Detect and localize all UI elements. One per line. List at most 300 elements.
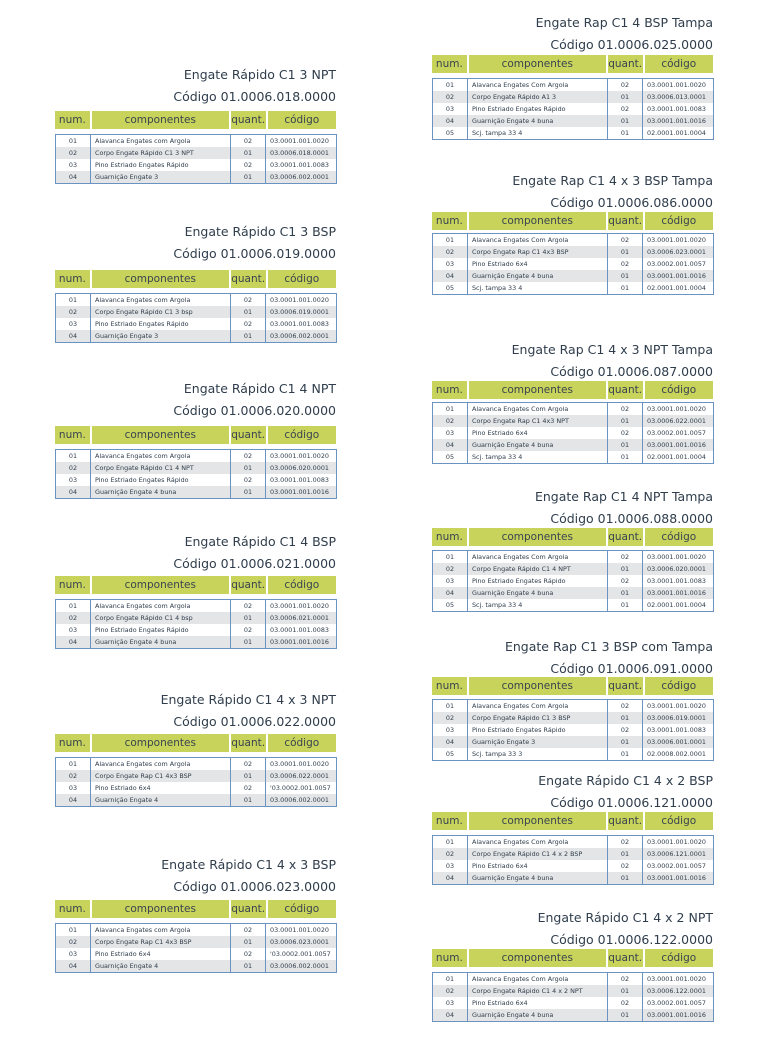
row-component: Corpo Engate Rápido C1 4 bsp xyxy=(91,612,231,624)
table-row xyxy=(56,612,337,624)
table-row xyxy=(433,127,714,140)
row-num: 02 xyxy=(433,985,468,997)
header-quant: quant. xyxy=(608,55,643,73)
row-component: Guarnição Engate 4 buna xyxy=(91,486,231,499)
row-code: 03.0001.001.0020 xyxy=(266,758,337,771)
row-code: 02.0001.001.0004 xyxy=(643,599,714,612)
table-row xyxy=(56,330,337,343)
header-codigo: código xyxy=(268,111,337,129)
table-row xyxy=(433,748,714,761)
row-code: 03.0001.001.0020 xyxy=(266,294,337,307)
header-codigo: código xyxy=(645,55,714,73)
table-row xyxy=(433,103,714,115)
header-quant: quant. xyxy=(231,576,266,594)
row-component: Scj. tampa 33 4 xyxy=(468,599,608,612)
table-row xyxy=(56,135,337,148)
header-num: num. xyxy=(432,381,467,399)
row-code: 03.0001.001.0020 xyxy=(643,700,714,713)
row-component: Guarnição Engate 4 buna xyxy=(468,587,608,599)
row-component: Corpo Engate Rápido C1 3 NPT xyxy=(91,147,231,159)
table-header xyxy=(55,426,336,444)
header-componentes: componentes xyxy=(92,734,229,752)
row-num: 04 xyxy=(56,960,91,973)
table-row xyxy=(56,294,337,307)
table-row xyxy=(433,724,714,736)
row-code: 03.0006.021.0001 xyxy=(266,612,337,624)
row-num: 04 xyxy=(433,587,468,599)
row-quantity: 02 xyxy=(608,79,643,92)
table-header xyxy=(55,111,336,129)
table-row xyxy=(433,575,714,587)
table-row xyxy=(433,599,714,612)
table-header xyxy=(432,812,713,830)
row-num: 02 xyxy=(433,848,468,860)
parts-table xyxy=(55,599,337,649)
table-row xyxy=(56,600,337,613)
row-code: 03.0001.001.0020 xyxy=(643,973,714,986)
header-quant: quant. xyxy=(231,900,266,918)
parts-table xyxy=(432,233,714,295)
header-componentes: componentes xyxy=(92,426,229,444)
row-component: Pino Estriado Engates Rápido xyxy=(468,575,608,587)
header-componentes: componentes xyxy=(469,677,606,695)
table-row xyxy=(433,1009,714,1022)
row-code: 03.0006.020.0001 xyxy=(266,462,337,474)
row-quantity: 01 xyxy=(608,439,643,451)
table-row xyxy=(433,415,714,427)
header-codigo: código xyxy=(268,270,337,288)
header-quant: quant. xyxy=(608,677,643,695)
row-component: Alavanca Engates com Argola xyxy=(91,450,231,463)
row-component: Guarnição Engate 4 xyxy=(91,794,231,807)
row-quantity: 02 xyxy=(608,427,643,439)
header-componentes: componentes xyxy=(469,55,606,73)
row-quantity: 02 xyxy=(608,724,643,736)
table-row xyxy=(56,636,337,649)
table-row xyxy=(56,794,337,807)
row-quantity: 01 xyxy=(608,415,643,427)
row-quantity: 01 xyxy=(608,985,643,997)
row-quantity: 01 xyxy=(231,936,266,948)
row-component: Pino Estriado 6x4 xyxy=(91,948,231,960)
table-row xyxy=(433,997,714,1009)
table-row xyxy=(433,736,714,748)
row-num: 03 xyxy=(68,950,78,958)
row-component: Guarnição Engate 3 xyxy=(468,736,608,748)
product-title: Engate Rápido C1 4 NPT xyxy=(183,381,336,396)
header-componentes: componentes xyxy=(469,812,606,830)
table-header xyxy=(432,212,713,230)
parts-table xyxy=(55,293,337,343)
row-component: Corpo Engate Rap C1 4x3 BSP xyxy=(91,770,231,782)
row-code: 03.0001.001.0016 xyxy=(643,1009,714,1022)
parts-table xyxy=(55,449,337,499)
row-quantity: 02 xyxy=(231,782,266,794)
row-code: 03.0001.001.0016 xyxy=(643,439,714,451)
header-codigo: código xyxy=(268,576,337,594)
row-code: 03.0006.002.0001 xyxy=(266,171,337,184)
row-quantity: 02 xyxy=(231,924,266,937)
product-code: Código 01.0006.025.0000 xyxy=(550,37,713,52)
row-code: 03.0006.018.0001 xyxy=(266,147,337,159)
row-component: Alavanca Engates Com Argola xyxy=(468,234,608,247)
row-code: 03.0006.002.0001 xyxy=(266,794,337,807)
row-code: 03.0006.122.0001 xyxy=(643,985,714,997)
table-row xyxy=(433,115,714,127)
row-num: 03 xyxy=(68,320,78,328)
header-num: num. xyxy=(432,677,467,695)
product-code: Código 01.0006.087.0000 xyxy=(550,364,713,379)
table-row xyxy=(433,848,714,860)
row-code: 03.0001.001.0016 xyxy=(643,270,714,282)
table-row xyxy=(56,782,337,794)
product-code: Código 01.0006.086.0000 xyxy=(550,195,713,210)
product-code: Código 01.0006.018.0000 xyxy=(173,89,336,104)
row-component: Pino Estriado 6x4 xyxy=(468,997,608,1009)
header-componentes: componentes xyxy=(469,949,606,967)
row-component: Pino Estriado 6x4 xyxy=(468,860,608,872)
product-title: Engate Rap C1 4 x 3 NPT Tampa xyxy=(511,342,713,357)
row-num: 03 xyxy=(445,726,455,734)
header-num: num. xyxy=(432,949,467,967)
row-component: Corpo Engate Rápido C1 3 bsp xyxy=(91,306,231,318)
row-code: 03.0006.013.0001 xyxy=(643,91,714,103)
row-code: 02.0001.001.0004 xyxy=(643,127,714,140)
header-quant: quant. xyxy=(608,812,643,830)
row-component: Guarnição Engate 4 xyxy=(91,960,231,973)
header-quant: quant. xyxy=(608,949,643,967)
header-quant: quant. xyxy=(231,111,266,129)
table-row xyxy=(56,147,337,159)
row-quantity: 02 xyxy=(231,474,266,486)
header-quant: quant. xyxy=(231,734,266,752)
row-num: 02 xyxy=(433,415,468,427)
row-code: 03.0001.001.0083 xyxy=(643,724,714,736)
product-code: Código 01.0006.088.0000 xyxy=(550,511,713,526)
row-quantity: 01 xyxy=(231,330,266,343)
row-num: 03 xyxy=(445,429,455,437)
table-header xyxy=(432,528,713,546)
row-code: 03.0001.001.0016 xyxy=(643,115,714,127)
row-component: Alavanca Engates Com Argola xyxy=(468,836,608,849)
row-quantity: 02 xyxy=(608,860,643,872)
row-num: 01 xyxy=(445,838,455,846)
row-quantity: 01 xyxy=(608,748,643,761)
row-num: 05 xyxy=(445,129,455,137)
row-code: 03.0001.001.0020 xyxy=(643,836,714,849)
row-num: 03 xyxy=(445,862,455,870)
table-row xyxy=(433,234,714,247)
row-num: 01 xyxy=(68,602,78,610)
row-num: 02 xyxy=(433,563,468,575)
row-component: Corpo Engate Rápido C1 4 x 2 NPT xyxy=(468,985,608,997)
header-num: num. xyxy=(432,55,467,73)
table-row xyxy=(433,403,714,416)
parts-table xyxy=(432,78,714,140)
row-code: 03.0006.001.0001 xyxy=(643,736,714,748)
header-num: num. xyxy=(432,528,467,546)
row-num: 01 xyxy=(445,702,455,710)
row-quantity: 01 xyxy=(608,848,643,860)
product-code: Código 01.0006.020.0000 xyxy=(173,403,336,418)
row-code: 03.0001.001.0016 xyxy=(266,636,337,649)
row-num: 04 xyxy=(56,171,91,184)
header-codigo: código xyxy=(645,528,714,546)
product-title: Engate Rap C1 4 x 3 BSP Tampa xyxy=(512,173,713,188)
row-component: Guarnição Engate 4 buna xyxy=(468,439,608,451)
row-num: 03 xyxy=(445,999,455,1007)
row-num: 03 xyxy=(68,626,78,634)
row-component: Pino Estriado 6x4 xyxy=(91,782,231,794)
table-row xyxy=(56,171,337,184)
row-code: 02.0001.001.0004 xyxy=(643,451,714,464)
header-codigo: código xyxy=(645,212,714,230)
row-code: 02.0008.002.0001 xyxy=(643,748,714,761)
row-num: 01 xyxy=(445,975,455,983)
row-quantity: 01 xyxy=(231,770,266,782)
table-header xyxy=(55,576,336,594)
row-num: 02 xyxy=(56,770,91,782)
row-code: 03.0006.023.0001 xyxy=(266,936,337,948)
row-code: 03.0006.019.0001 xyxy=(266,306,337,318)
row-num: 01 xyxy=(68,296,78,304)
product-title: Engate Rap C1 3 BSP com Tampa xyxy=(504,639,713,654)
row-quantity: 01 xyxy=(608,451,643,464)
row-component: Scj. tampa 33 4 xyxy=(468,127,608,140)
row-component: Corpo Engate Rápido C1 4 NPT xyxy=(91,462,231,474)
row-num: 03 xyxy=(68,161,78,169)
table-row xyxy=(433,563,714,575)
row-quantity: 01 xyxy=(608,712,643,724)
header-num: num. xyxy=(55,270,90,288)
header-quant: quant. xyxy=(608,212,643,230)
row-num: 02 xyxy=(56,147,91,159)
row-code: 03.0001.001.0020 xyxy=(266,924,337,937)
table-row xyxy=(433,451,714,464)
table-row xyxy=(56,924,337,937)
row-code: 03.0002.001.0057 xyxy=(643,427,714,439)
row-num: 05 xyxy=(445,750,455,758)
header-componentes: componentes xyxy=(92,111,229,129)
table-row xyxy=(56,948,337,960)
table-row xyxy=(433,700,714,713)
product-code: Código 01.0006.019.0000 xyxy=(173,246,336,261)
table-row xyxy=(433,91,714,103)
row-component: Corpo Engate Rap C1 4x3 NPT xyxy=(468,415,608,427)
row-component: Alavanca Engates Com Argola xyxy=(468,551,608,564)
table-row xyxy=(56,770,337,782)
row-code: 03.0006.002.0001 xyxy=(266,330,337,343)
row-num: 04 xyxy=(433,872,468,885)
row-quantity: 01 xyxy=(608,127,643,140)
row-component: Corpo Engate Rápido C1 3 BSP xyxy=(468,712,608,724)
row-code: 03.0001.001.0083 xyxy=(266,624,337,636)
row-component: Pino Estriado 6x4 xyxy=(468,427,608,439)
header-componentes: componentes xyxy=(92,900,229,918)
row-code: 03.0006.121.0001 xyxy=(643,848,714,860)
parts-table xyxy=(55,923,337,973)
row-num: 01 xyxy=(68,926,78,934)
product-title: Engate Rápido C1 3 BSP xyxy=(184,224,336,239)
row-num: 03 xyxy=(68,784,78,792)
row-quantity: 01 xyxy=(231,306,266,318)
product-title: Engate Rap C1 4 NPT Tampa xyxy=(534,489,713,504)
row-quantity: 02 xyxy=(608,836,643,849)
row-num: 04 xyxy=(433,439,468,451)
row-quantity: 01 xyxy=(231,794,266,807)
header-quant: quant. xyxy=(231,270,266,288)
row-quantity: 02 xyxy=(608,700,643,713)
row-num: 01 xyxy=(68,137,78,145)
row-code: '03.0002.001.0057 xyxy=(266,948,337,960)
row-quantity: 02 xyxy=(231,758,266,771)
table-row xyxy=(433,439,714,451)
row-component: Scj. tampa 33 4 xyxy=(468,451,608,464)
header-componentes: componentes xyxy=(92,576,229,594)
table-header xyxy=(432,381,713,399)
product-code: Código 01.0006.023.0000 xyxy=(173,879,336,894)
row-code: 03.0001.001.0083 xyxy=(266,318,337,330)
product-code: Código 01.0006.122.0000 xyxy=(550,932,713,947)
table-row xyxy=(433,587,714,599)
row-component: Corpo Engate Rap C1 4x3 BSP xyxy=(91,936,231,948)
row-component: Alavanca Engates com Argola xyxy=(91,294,231,307)
row-num: 04 xyxy=(56,636,91,649)
row-code: 03.0001.001.0020 xyxy=(266,135,337,148)
row-quantity: 02 xyxy=(231,318,266,330)
header-num: num. xyxy=(55,734,90,752)
header-codigo: código xyxy=(268,900,337,918)
row-component: Alavanca Engates Com Argola xyxy=(468,700,608,713)
row-code: 03.0001.001.0083 xyxy=(266,159,337,171)
row-component: Alavanca Engates Com Argola xyxy=(468,403,608,416)
product-title: Engate Rápido C1 4 x 2 NPT xyxy=(537,910,713,925)
row-num: 02 xyxy=(433,91,468,103)
row-num: 03 xyxy=(68,476,78,484)
row-num: 02 xyxy=(56,306,91,318)
row-quantity: 01 xyxy=(608,872,643,885)
product-title: Engate Rápido C1 4 x 3 NPT xyxy=(160,692,336,707)
table-row xyxy=(56,758,337,771)
row-num: 04 xyxy=(56,794,91,807)
row-component: Pino Estriado 6x4 xyxy=(468,258,608,270)
row-quantity: 01 xyxy=(231,147,266,159)
row-num: 02 xyxy=(56,462,91,474)
header-num: num. xyxy=(55,900,90,918)
row-quantity: 02 xyxy=(231,600,266,613)
row-quantity: 01 xyxy=(608,91,643,103)
parts-table xyxy=(432,402,714,464)
table-row xyxy=(433,79,714,92)
row-component: Corpo Engate Rap C1 4x3 BSP xyxy=(468,246,608,258)
row-quantity: 02 xyxy=(231,948,266,960)
row-component: Pino Estriado Engates Rápido xyxy=(468,724,608,736)
table-header xyxy=(432,677,713,695)
row-code: 03.0001.001.0020 xyxy=(266,450,337,463)
row-num: 01 xyxy=(445,553,455,561)
row-code: 03.0001.001.0016 xyxy=(266,486,337,499)
row-component: Guarnição Engate 4 buna xyxy=(91,636,231,649)
row-code: 03.0001.001.0020 xyxy=(643,234,714,247)
row-num: 04 xyxy=(433,736,468,748)
parts-table xyxy=(432,550,714,612)
row-num: 01 xyxy=(445,405,455,413)
product-title: Engate Rápido C1 4 BSP xyxy=(184,534,336,549)
row-code: 03.0006.022.0001 xyxy=(643,415,714,427)
table-row xyxy=(433,427,714,439)
row-code: '03.0002.001.0057 xyxy=(266,782,337,794)
header-componentes: componentes xyxy=(469,528,606,546)
row-num: 04 xyxy=(56,330,91,343)
row-code: 03.0001.001.0020 xyxy=(643,551,714,564)
header-quant: quant. xyxy=(608,381,643,399)
row-code: 03.0002.001.0057 xyxy=(643,860,714,872)
table-row xyxy=(433,836,714,849)
header-quant: quant. xyxy=(231,426,266,444)
row-code: 03.0006.002.0001 xyxy=(266,960,337,973)
row-code: 03.0002.001.0057 xyxy=(643,997,714,1009)
row-quantity: 02 xyxy=(231,294,266,307)
product-code: Código 01.0006.022.0000 xyxy=(173,714,336,729)
table-header xyxy=(432,55,713,73)
row-quantity: 01 xyxy=(231,612,266,624)
row-num: 04 xyxy=(56,486,91,499)
header-codigo: código xyxy=(645,381,714,399)
row-component: Scj. tampa 33 3 xyxy=(468,748,608,761)
row-code: 03.0001.001.0020 xyxy=(643,403,714,416)
row-component: Alavanca Engates Com Argola xyxy=(468,973,608,986)
row-quantity: 02 xyxy=(231,624,266,636)
row-quantity: 01 xyxy=(231,486,266,499)
row-code: 03.0006.019.0001 xyxy=(643,712,714,724)
row-component: Scj. tampa 33 4 xyxy=(468,282,608,295)
parts-table xyxy=(55,757,337,807)
row-num: 04 xyxy=(433,270,468,282)
header-num: num. xyxy=(55,111,90,129)
row-num: 03 xyxy=(445,260,455,268)
table-row xyxy=(433,860,714,872)
row-component: Guarnição Engate 4 buna xyxy=(468,115,608,127)
row-component: Guarnição Engate 4 buna xyxy=(468,270,608,282)
row-num: 01 xyxy=(445,236,455,244)
table-row xyxy=(56,474,337,486)
row-quantity: 01 xyxy=(608,599,643,612)
table-row xyxy=(433,551,714,564)
row-component: Alavanca Engates com Argola xyxy=(91,600,231,613)
header-num: num. xyxy=(432,812,467,830)
header-componentes: componentes xyxy=(92,270,229,288)
row-quantity: 02 xyxy=(608,103,643,115)
row-code: 03.0001.001.0016 xyxy=(643,587,714,599)
row-num: 04 xyxy=(433,115,468,127)
row-component: Corpo Engate Rápido C1 4 x 2 BSP xyxy=(468,848,608,860)
row-quantity: 02 xyxy=(231,135,266,148)
row-quantity: 01 xyxy=(608,563,643,575)
table-row xyxy=(56,936,337,948)
table-row xyxy=(433,985,714,997)
row-component: Corpo Engate Rápido A1 3 xyxy=(468,91,608,103)
row-component: Guarnição Engate 4 buna xyxy=(468,1009,608,1022)
row-num: 01 xyxy=(445,81,455,89)
row-quantity: 01 xyxy=(231,636,266,649)
row-num: 05 xyxy=(445,601,455,609)
row-num: 05 xyxy=(445,284,455,292)
row-quantity: 02 xyxy=(608,575,643,587)
header-quant: quant. xyxy=(608,528,643,546)
product-code: Código 01.0006.121.0000 xyxy=(550,795,713,810)
row-code: 03.0006.020.0001 xyxy=(643,563,714,575)
row-code: 03.0001.001.0083 xyxy=(643,575,714,587)
